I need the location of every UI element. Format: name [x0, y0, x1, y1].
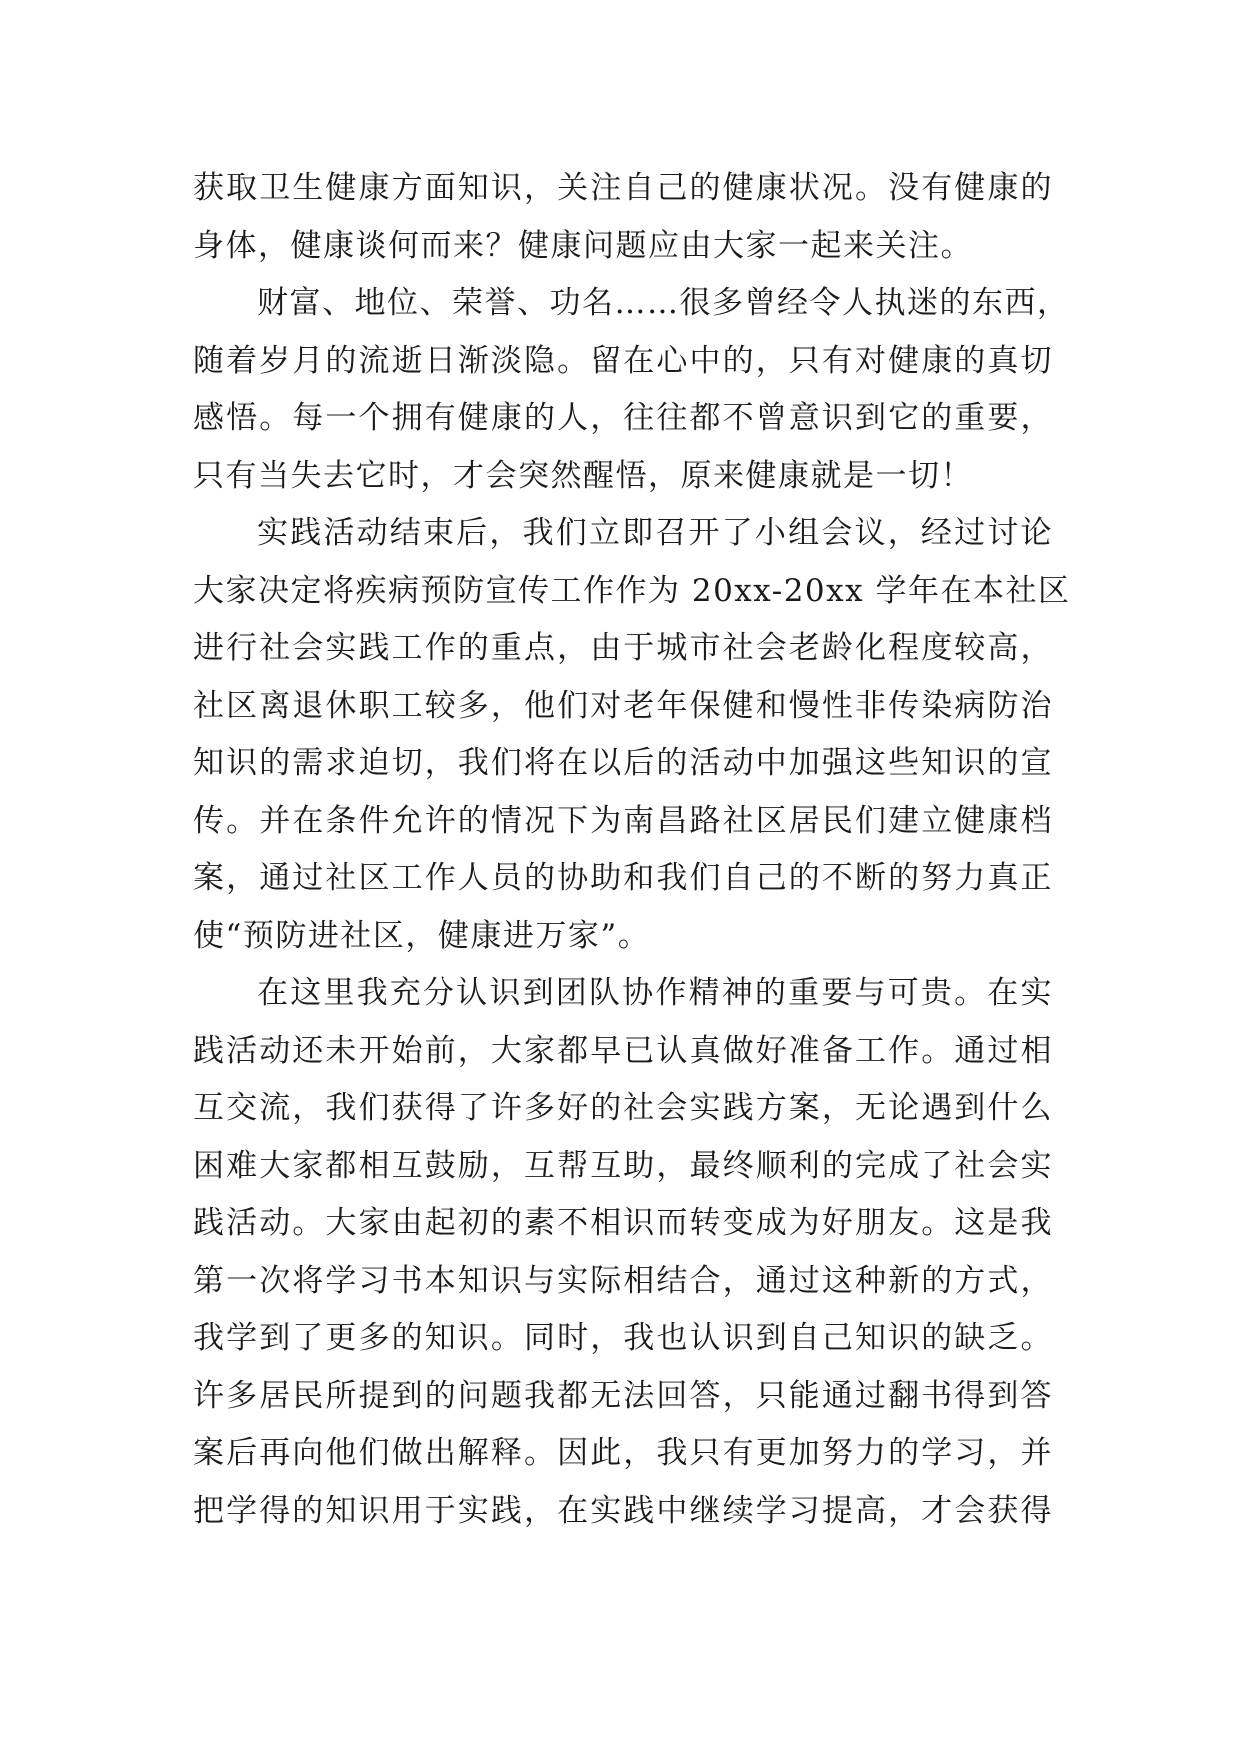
- text-line: 随着岁月的流逝日渐淡隐。留在心中的，只有对健康的真切: [193, 342, 1053, 379]
- text-line: 第一次将学习书本知识与实际相结合，通过这种新的方式，: [193, 1262, 1053, 1299]
- paragraph-1: [193, 160, 1053, 275]
- text-line: 财富、地位、荣誉、功名……很多曾经令人执迷的东西，: [257, 285, 1070, 321]
- text-line: 身体，健康谈何而来？健康问题应由大家一起来关注。: [193, 227, 973, 264]
- text-line: 把学得的知识用于实践，在实践中继续学习提高，才会获得: [193, 1492, 1053, 1529]
- text-line: 在这里我充分认识到团队协作精神的重要与可贵。在实: [257, 975, 1053, 1011]
- document-body: [193, 160, 1071, 1540]
- paragraph-3: [193, 505, 1071, 965]
- paragraph-4: [193, 965, 1053, 1540]
- text-line: 实践活动结束后，我们立即召开了小组会议，经过讨论: [257, 515, 1053, 551]
- text-line: 案后再向他们做出解释。因此，我只有更加努力的学习，并: [193, 1435, 1053, 1471]
- text-line: 传。并在条件允许的情况下为南昌路社区居民们建立健康档: [193, 802, 1053, 839]
- text-line: 社区离退休职工较多，他们对老年保健和慢性非传染病防治: [193, 687, 1053, 724]
- text-line: 案，通过社区工作人员的协助和我们自己的不断的努力真正: [193, 860, 1053, 896]
- text-line: 知识的需求迫切，我们将在以后的活动中加强这些知识的宣: [193, 745, 1053, 781]
- text-line: 只有当失去它时，才会突然醒悟，原来健康就是一切！: [193, 457, 973, 494]
- text-line: 使“预防进社区，健康进万家”。: [193, 917, 651, 954]
- text-line: 我学到了更多的知识。同时，我也认识到自己知识的缺乏。: [193, 1320, 1053, 1356]
- text-line: 获取卫生健康方面知识，关注自己的健康状况。没有健康的: [193, 170, 1053, 206]
- text-line: 进行社会实践工作的重点，由于城市社会老龄化程度较高，: [193, 630, 1053, 666]
- text-line: 践活动还未开始前，大家都早已认真做好准备工作。通过相: [193, 1032, 1053, 1069]
- text-line: 困难大家都相互鼓励，互帮互助，最终顺利的完成了社会实: [193, 1147, 1053, 1184]
- text-line: 践活动。大家由起初的素不相识而转变成为好朋友。这是我: [193, 1205, 1053, 1241]
- paragraph-2: [193, 275, 1070, 505]
- text-line: 感悟。每一个拥有健康的人，往往都不曾意识到它的重要，: [193, 400, 1053, 436]
- text-line: 许多居民所提到的问题我都无法回答，只能通过翻书得到答: [193, 1377, 1053, 1414]
- text-line: 大家决定将疾病预防宣传工作作为 20xx-20xx 学年在本社区: [193, 572, 1071, 609]
- text-line: 互交流，我们获得了许多好的社会实践方案，无论遇到什么: [193, 1090, 1053, 1126]
